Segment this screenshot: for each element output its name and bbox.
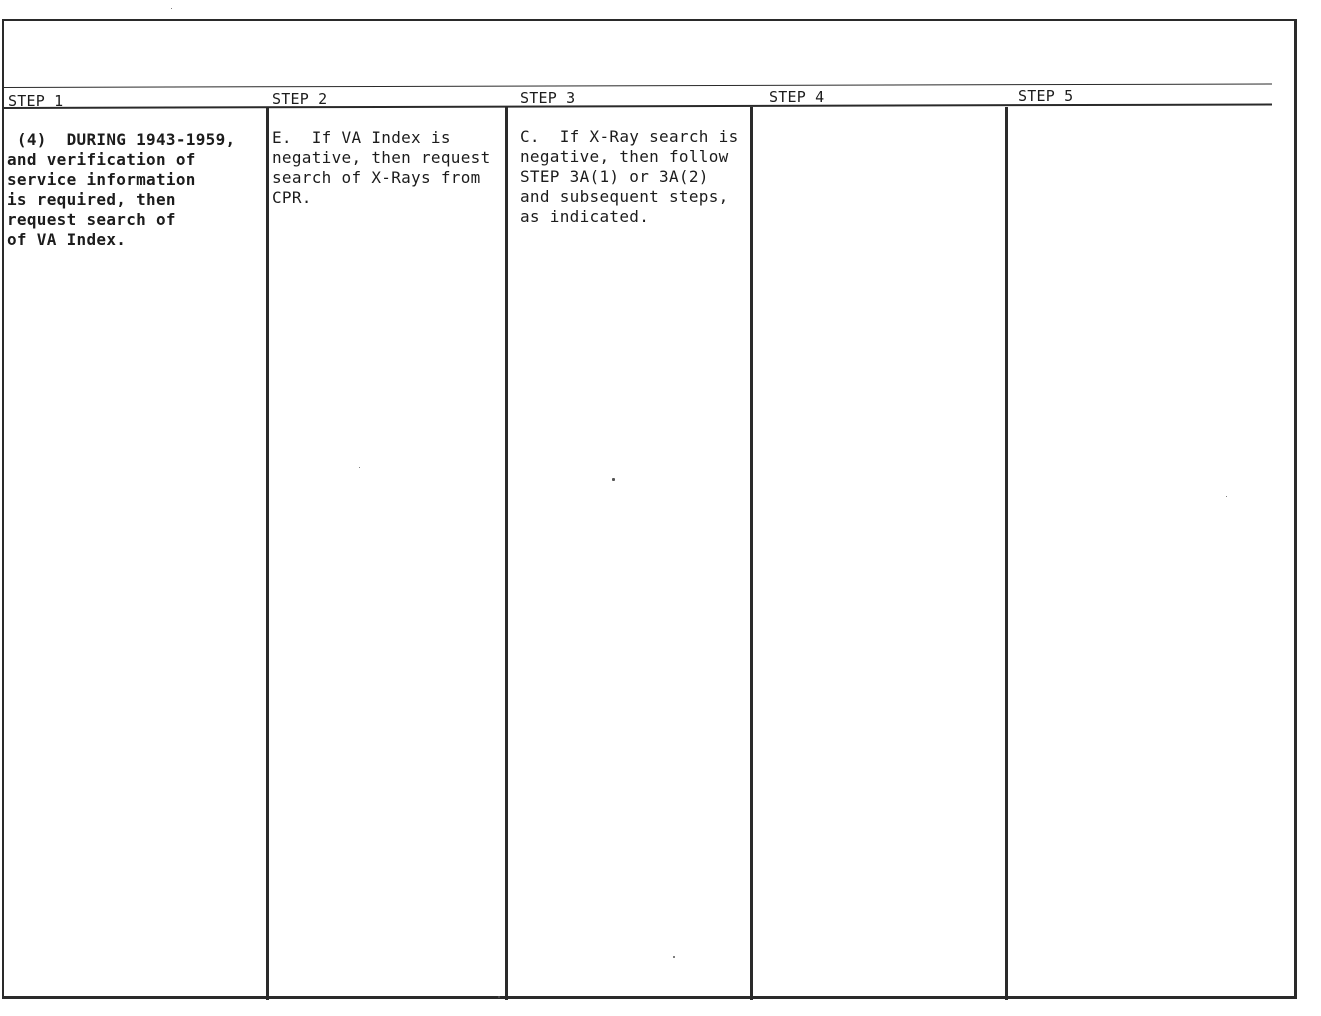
step-3-header: STEP 3 (520, 89, 576, 107)
scan-speck (359, 467, 360, 468)
step-1-header: STEP 1 (8, 92, 64, 110)
scan-speck (498, 996, 500, 998)
column-divider-3 (750, 107, 753, 1000)
step-1-text: (4) DURING 1943-1959, and verification of service information is required, then request search of of VA Index. (7, 130, 236, 249)
step-2-header: STEP 2 (272, 90, 328, 108)
step-2-text: E. If VA Index is negative, then request search of X-Rays from CPR. (272, 128, 491, 207)
column-divider-1 (266, 107, 269, 1000)
step-3-text: C. If X-Ray search is negative, then follow STEP 3A(1) or 3A(2) and subsequent steps, as indicated. (520, 127, 739, 226)
scan-speck (673, 956, 675, 958)
column-divider-4 (1005, 107, 1008, 1000)
scan-speck (1226, 496, 1227, 497)
step-5-header: STEP 5 (1018, 87, 1074, 105)
column-divider-2 (505, 107, 508, 1000)
scan-speck (171, 8, 172, 9)
step-4-header: STEP 4 (769, 88, 825, 106)
scan-speck (612, 478, 615, 481)
